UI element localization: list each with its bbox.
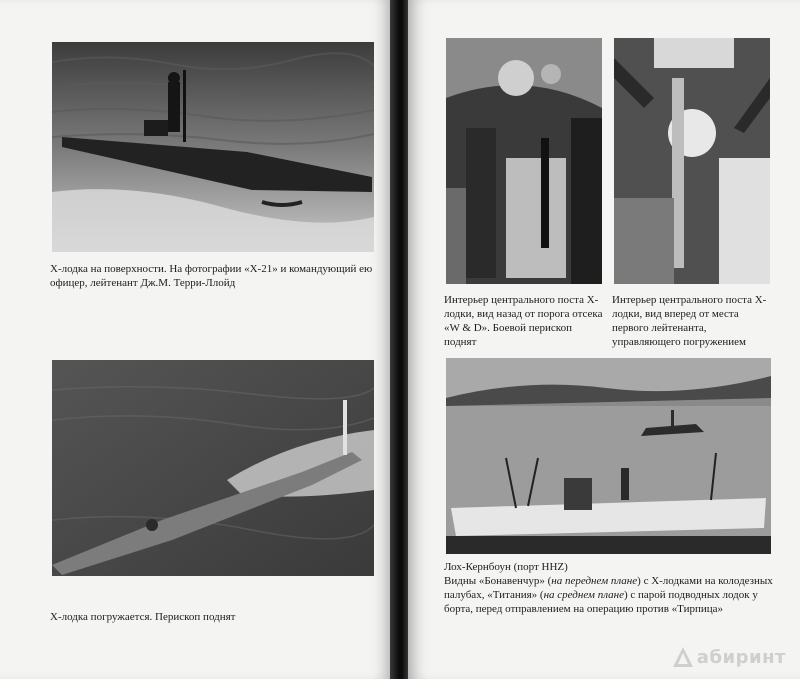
labirint-logo-icon	[671, 645, 695, 669]
photo-submarine-surface	[52, 42, 374, 252]
book-spine	[390, 0, 410, 679]
watermark	[671, 645, 786, 669]
caption-loch-title: Лох-Кернбоун (порт HHZ)	[444, 561, 568, 573]
watermark-text: абиринт	[696, 646, 786, 668]
photo-submarine-submerging	[52, 360, 374, 576]
caption-submerging: Х-лодка погружается. Перископ поднят	[50, 611, 236, 623]
right-page	[408, 0, 800, 679]
photo-interior-forward	[614, 38, 770, 284]
photo-loch-cairnbawn	[446, 358, 771, 554]
caption-loch-cairnbawn: Лох-Кернбоун (порт HHZ) Видны «Бонавенчур» (на переднем плане) с Х-лодками на колодезных палубах, «Титания» (на среднем плане) с парой подводных лодок у борта, перед отправлением на операцию против «Тирпица»	[444, 560, 776, 616]
caption-interior-forward: Интерьер центрального поста Х-лодки, вид вперед от места первого лейтенанта, управляющего погружением	[612, 294, 767, 348]
caption-interior-back: Интерьер центрального поста Х-лодки, вид назад от порога отсека «W & D». Боевой перископ поднят	[444, 294, 603, 348]
left-page	[0, 0, 392, 679]
photo-interior-back	[446, 38, 602, 284]
caption-surface: Х-лодка на поверхности. На фотографии «Х-21» и командующий ею офицер, лейтенант Дж.М. Терри-Ллойд	[50, 263, 373, 289]
